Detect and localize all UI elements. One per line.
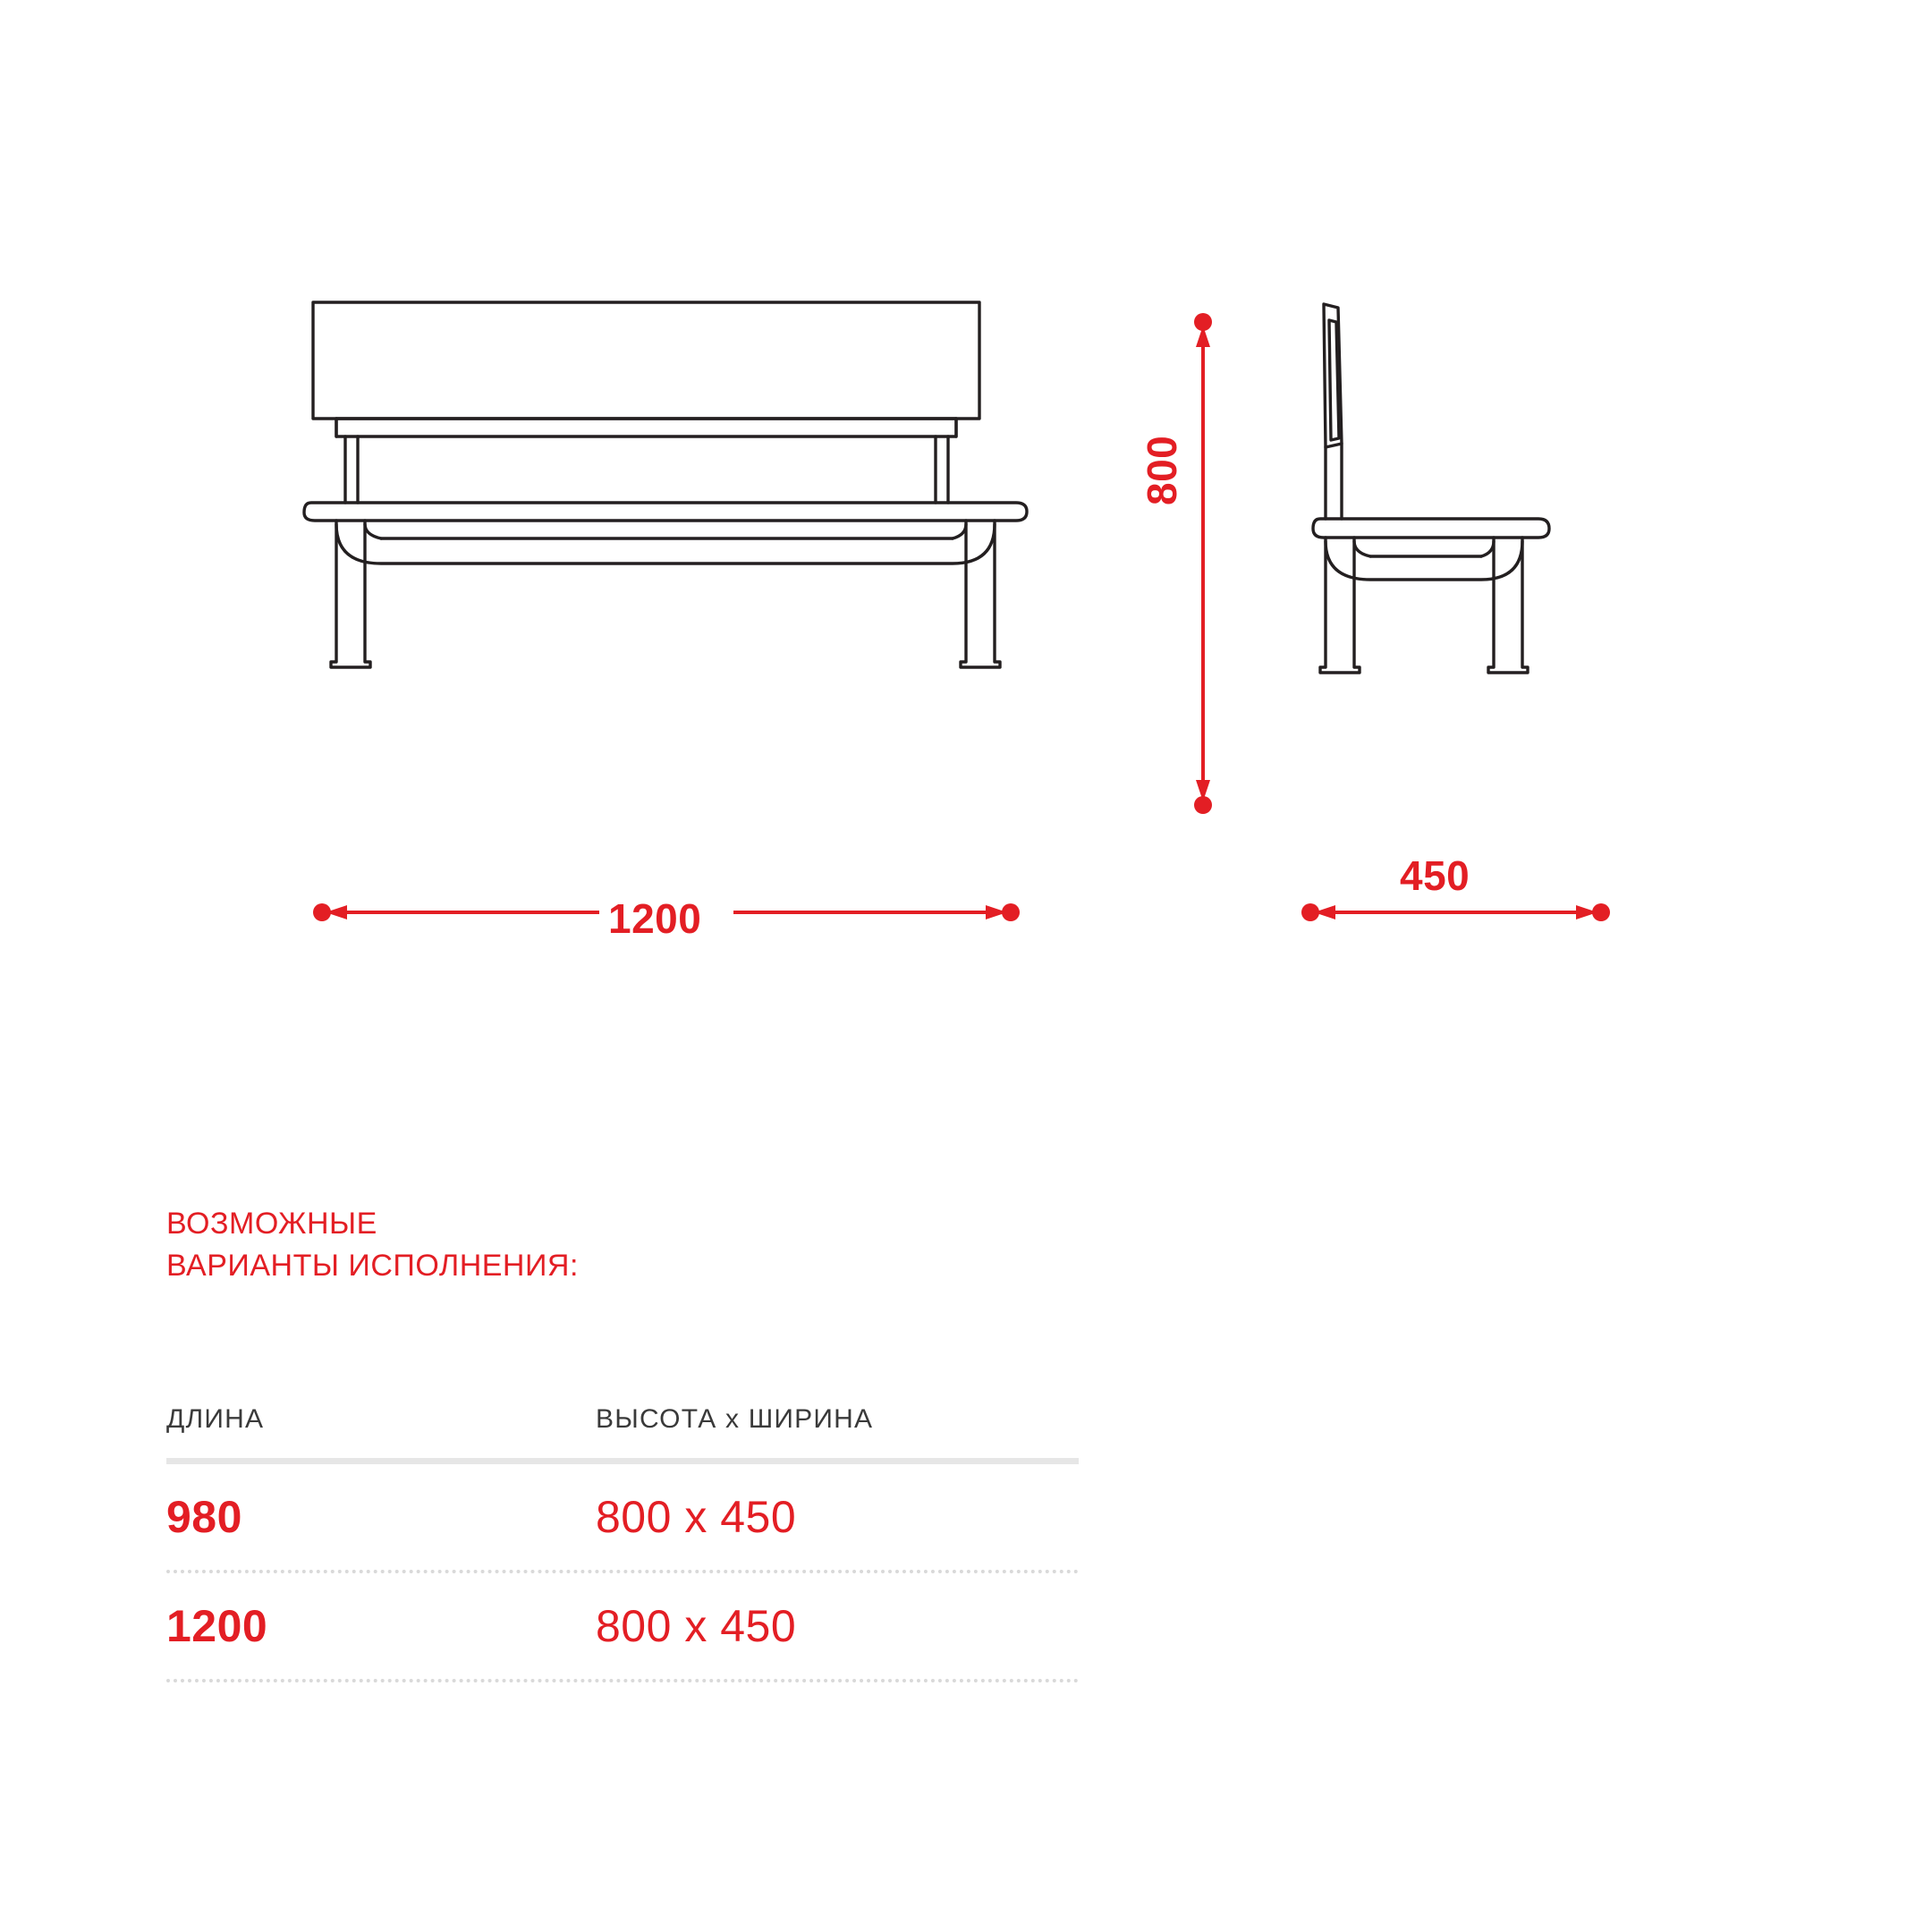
apron-fillet-side-right (1481, 541, 1494, 556)
dimension-line-height-svg (1185, 313, 1221, 814)
table-header-size: ВЫСОТА х ШИРИНА (596, 1404, 874, 1434)
table-header-row (166, 1404, 1079, 1458)
dimension-line-depth-svg (1301, 894, 1610, 930)
seat-slab (304, 503, 1027, 521)
variants-title-line2: ВАРИАНТЫ ИСПОЛНЕНИЯ: (166, 1248, 579, 1283)
bench-side-view (1270, 295, 1646, 850)
front-view-svg (295, 295, 1038, 850)
dimension-label-height: 800 (1139, 435, 1185, 505)
table-cell-length: 1200 (166, 1601, 268, 1651)
table-cell-length: 980 (166, 1492, 242, 1542)
dimension-label-depth: 450 (1400, 852, 1470, 899)
side-view-svg (1270, 295, 1646, 850)
table-header-length: ДЛИНА (166, 1404, 265, 1434)
apron-fillet-right (953, 524, 966, 538)
leg-side-front (1320, 538, 1360, 673)
variants-title-line1: ВОЗМОЖНЫЕ (166, 1207, 377, 1241)
dimension-label-width: 1200 (608, 895, 702, 942)
apron-fillet-left (365, 524, 381, 538)
table-row (166, 1573, 1079, 1679)
variants-table (166, 1404, 1079, 1682)
variants-section (166, 1203, 1240, 1287)
backrest-lip (336, 419, 956, 436)
leg-side-back (1488, 538, 1528, 673)
table-cell-size: 800 х 450 (596, 1492, 797, 1542)
table-rule-bottom (166, 1679, 1079, 1682)
backrest-panel (313, 302, 979, 419)
backrest-profile-inner (1329, 320, 1339, 440)
apron-fillet-side-left (1354, 541, 1370, 556)
apron-curve (336, 524, 995, 564)
table-rule-top (166, 1458, 1079, 1464)
table-row (166, 1464, 1079, 1570)
seat-slab-side (1313, 519, 1549, 538)
dimension-line-depth (1301, 894, 1610, 930)
table-cell-size: 800 х 450 (596, 1601, 797, 1651)
bench-front-view (295, 295, 1038, 850)
leg-right (961, 521, 1000, 667)
dimension-line-height (1185, 313, 1221, 814)
leg-left (331, 521, 370, 667)
